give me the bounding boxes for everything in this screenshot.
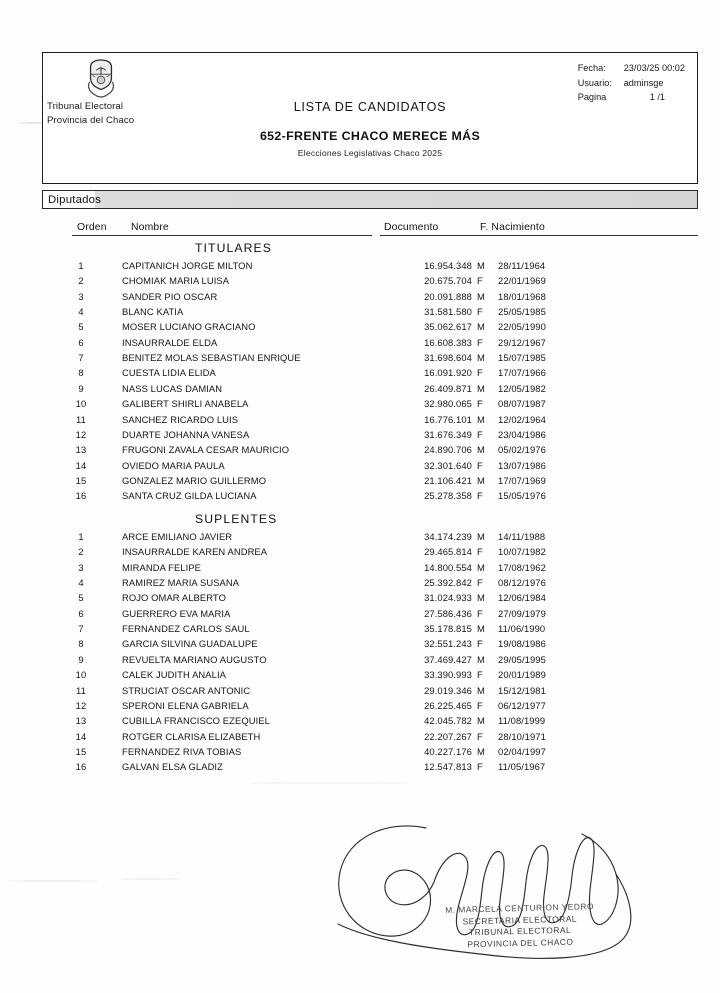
- cell-documento: 16.954.348: [424, 260, 472, 271]
- cell-nombre: BLANC KATIA: [122, 306, 184, 318]
- cell-orden: 9: [78, 653, 84, 665]
- cell-nombre: CAPITANICH JORGE MILTON: [122, 260, 253, 271]
- cell-nombre: INSAURRALDE ELDA: [122, 336, 218, 348]
- cell-nombre: FERNANDEZ RIVA TOBIAS: [122, 745, 242, 757]
- cell-documento: 20.091.888: [424, 290, 472, 302]
- cell-orden: 7: [78, 623, 84, 635]
- cell-orden: 14: [75, 730, 87, 742]
- cell-sexo: M: [477, 561, 485, 573]
- table-row: [0, 746, 720, 761]
- column-header-documento: Documento: [384, 222, 439, 233]
- list-name: 652-FRENTE CHACO MERECE MÁS: [259, 129, 481, 143]
- cell-sexo: F: [477, 459, 483, 471]
- cell-orden: 12: [75, 428, 87, 440]
- section-band-label: Diputados: [48, 194, 102, 206]
- cell-documento: 34.174.239: [424, 531, 472, 542]
- cell-fecha-nacimiento: 17/07/1966: [498, 367, 546, 379]
- table-row: [0, 623, 720, 638]
- cell-nombre: GALVAN ELSA GLADIZ: [122, 761, 223, 773]
- cell-fecha-nacimiento: 29/12/1967: [498, 336, 546, 348]
- cell-fecha-nacimiento: 11/08/1999: [498, 715, 546, 727]
- stamp-province: PROVINCIA DEL CHACO: [467, 936, 574, 950]
- scan-artifact: [250, 782, 410, 784]
- cell-documento: 29.465.814: [424, 546, 472, 558]
- argentina-coat-of-arms-icon: [82, 57, 120, 101]
- cell-documento: 20.675.704: [424, 275, 472, 287]
- cell-fecha-nacimiento: 10/07/1982: [498, 546, 546, 558]
- cell-orden: 13: [75, 444, 87, 456]
- cell-nombre: GALIBERT SHIRLI ANABELA: [122, 398, 249, 410]
- cell-sexo: F: [477, 336, 483, 348]
- cell-orden: 14: [75, 459, 87, 471]
- cell-sexo: F: [477, 577, 483, 589]
- cell-orden: 10: [75, 398, 87, 410]
- table-row: [0, 367, 720, 382]
- cell-documento: 24.890.706: [424, 444, 472, 456]
- table-row: [0, 654, 720, 669]
- cell-documento: 25.392.842: [424, 577, 472, 589]
- pagina-label: Pagina: [577, 92, 607, 102]
- cell-sexo: M: [477, 623, 485, 635]
- cell-nombre: ROTGER CLARISA ELIZABETH: [122, 730, 261, 742]
- table-row: [0, 383, 720, 398]
- table-row: [0, 638, 720, 653]
- table-row: [0, 275, 720, 290]
- meta-row-usuario: [578, 76, 685, 91]
- cell-nombre: ROJO OMAR ALBERTO: [122, 592, 226, 604]
- group-title-suplentes: SUPLENTES: [195, 512, 278, 526]
- stamp-name: M. MARCELA CENTURION YEDRO: [445, 901, 595, 915]
- cell-nombre: SANCHEZ RICARDO LUIS: [122, 413, 239, 425]
- table-row: [0, 490, 720, 505]
- cell-nombre: STRUCIAT OSCAR ANTONIC: [122, 684, 251, 696]
- cell-documento: 29.019.346: [424, 684, 472, 696]
- cell-fecha-nacimiento: 08/12/1976: [498, 577, 546, 589]
- cell-documento: 31.698.604: [424, 352, 472, 364]
- cell-orden: 2: [78, 275, 84, 287]
- cell-documento: 40.227.176: [424, 745, 472, 757]
- table-row: [0, 592, 720, 607]
- cell-sexo: F: [477, 730, 483, 742]
- meta-row-pagina: [578, 90, 685, 105]
- cell-sexo: M: [477, 382, 485, 394]
- cell-nombre: ARCE EMILIANO JAVIER: [122, 531, 233, 542]
- column-header-rule-left: [72, 235, 372, 236]
- table-row: [0, 669, 720, 684]
- cell-orden: 9: [78, 382, 84, 394]
- column-header-fecha-nacimiento: F. Nacimiento: [480, 222, 545, 233]
- header-meta: [578, 61, 685, 105]
- cell-orden: 12: [75, 699, 87, 711]
- cell-nombre: SPERONI ELENA GABRIELA: [122, 699, 249, 711]
- column-header-nombre: Nombre: [131, 222, 169, 233]
- cell-documento: 37.469.427: [424, 653, 472, 665]
- cell-nombre: RAMIREZ MARIA SUSANA: [122, 577, 240, 589]
- cell-orden: 6: [78, 607, 84, 619]
- cell-fecha-nacimiento: 02/04/1997: [498, 745, 546, 757]
- cell-sexo: F: [477, 367, 483, 379]
- cell-fecha-nacimiento: 08/07/1987: [498, 398, 546, 410]
- cell-nombre: INSAURRALDE KAREN ANDREA: [122, 546, 268, 558]
- cell-sexo: F: [477, 306, 483, 318]
- cell-sexo: M: [477, 474, 485, 486]
- cell-sexo: F: [477, 398, 483, 410]
- cell-documento: 31.581.580: [424, 306, 472, 318]
- table-row: [0, 414, 720, 429]
- cell-orden: 4: [78, 306, 84, 318]
- cell-documento: 25.278.358: [424, 490, 472, 502]
- cell-documento: 26.409.871: [424, 382, 472, 394]
- cell-fecha-nacimiento: 11/06/1990: [498, 623, 546, 635]
- cell-documento: 42.045.782: [424, 715, 472, 727]
- table-row: [0, 460, 720, 475]
- cell-orden: 16: [75, 761, 87, 773]
- cell-orden: 13: [75, 715, 87, 727]
- cell-sexo: F: [477, 428, 483, 440]
- table-row: [0, 260, 720, 275]
- cell-fecha-nacimiento: 27/09/1979: [498, 607, 546, 619]
- cell-documento: 35.178.815: [424, 623, 472, 635]
- cell-orden: 5: [78, 321, 84, 333]
- usuario-value: adminsge: [623, 77, 664, 88]
- table-row: [0, 531, 720, 546]
- cell-orden: 6: [78, 336, 84, 348]
- official-stamp: [429, 901, 610, 952]
- table-row: [0, 715, 720, 730]
- scan-artifact: [8, 880, 98, 882]
- cell-sexo: M: [477, 684, 485, 696]
- cell-sexo: F: [477, 638, 483, 650]
- cell-sexo: M: [477, 321, 485, 333]
- cell-fecha-nacimiento: 19/08/1986: [498, 638, 546, 650]
- cell-nombre: FERNANDEZ CARLOS SAUL: [122, 623, 250, 635]
- cell-nombre: CHOMIAK MARIA LUISA: [122, 275, 230, 287]
- table-row: [0, 546, 720, 561]
- cell-orden: 15: [75, 745, 87, 757]
- cell-sexo: M: [477, 715, 485, 727]
- section-band-diputados: [42, 190, 698, 209]
- document-header: [42, 52, 698, 184]
- stamp-role: SECRETARIA ELECTORAL: [462, 913, 578, 926]
- cell-orden: 3: [78, 290, 84, 302]
- cell-orden: 3: [78, 561, 84, 573]
- table-row: [0, 291, 720, 306]
- cell-documento: 33.390.993: [424, 669, 472, 681]
- document-title: LISTA DE CANDIDATOS: [293, 100, 447, 114]
- cell-fecha-nacimiento: 18/01/1968: [498, 290, 546, 302]
- cell-fecha-nacimiento: 13/07/1986: [498, 459, 546, 471]
- cell-orden: 7: [78, 352, 84, 364]
- cell-fecha-nacimiento: 11/05/1967: [498, 761, 546, 773]
- cell-sexo: M: [477, 290, 485, 302]
- cell-orden: 2: [78, 546, 84, 558]
- table-row: [0, 562, 720, 577]
- cell-sexo: F: [477, 275, 483, 287]
- cell-documento: 16.091.920: [424, 367, 472, 379]
- cell-fecha-nacimiento: 05/02/1976: [498, 444, 546, 456]
- cell-nombre: GARCIA SILVINA GUADALUPE: [122, 638, 258, 650]
- cell-documento: 35.062.617: [424, 321, 472, 333]
- cell-documento: 32.980.065: [424, 398, 472, 410]
- cell-fecha-nacimiento: 06/12/1977: [498, 699, 546, 711]
- meta-row-fecha: [578, 61, 685, 76]
- cell-orden: 11: [76, 684, 86, 696]
- group-title-titulares: TITULARES: [195, 241, 272, 255]
- cell-sexo: M: [477, 745, 485, 757]
- cell-sexo: F: [477, 699, 483, 711]
- cell-documento: 32.301.640: [424, 459, 472, 471]
- cell-fecha-nacimiento: 25/05/1985: [498, 306, 546, 318]
- cell-sexo: F: [477, 761, 483, 773]
- cell-documento: 21.106.421: [424, 474, 472, 486]
- table-row: [0, 444, 720, 459]
- cell-sexo: F: [477, 490, 483, 502]
- stamp-institution: TRIBUNAL ELECTORAL: [468, 924, 572, 938]
- table-row: [0, 577, 720, 592]
- scan-artifact: [120, 878, 180, 880]
- cell-orden: 15: [75, 474, 87, 486]
- cell-nombre: CUBILLA FRANCISCO EZEQUIEL: [122, 715, 270, 727]
- cell-fecha-nacimiento: 28/11/1964: [498, 260, 546, 271]
- cell-fecha-nacimiento: 12/05/1982: [498, 382, 546, 394]
- cell-documento: 14.800.554: [424, 561, 472, 573]
- fecha-value: 23/03/25 00:02: [623, 63, 685, 73]
- cell-orden: 10: [75, 669, 87, 681]
- table-row: [0, 608, 720, 623]
- cell-nombre: BENITEZ MOLAS SEBASTIAN ENRIQUE: [122, 352, 301, 364]
- cell-fecha-nacimiento: 22/05/1990: [498, 321, 546, 333]
- cell-nombre: OVIEDO MARIA PAULA: [122, 459, 225, 471]
- table-row: [0, 398, 720, 413]
- column-header-orden: Orden: [77, 222, 107, 233]
- cell-documento: 26.225.465: [424, 699, 472, 711]
- cell-fecha-nacimiento: 17/08/1962: [498, 561, 546, 573]
- cell-sexo: M: [477, 352, 485, 364]
- fecha-label: Fecha:: [577, 63, 606, 73]
- cell-fecha-nacimiento: 15/12/1981: [498, 684, 546, 696]
- cell-sexo: F: [477, 607, 483, 619]
- cell-nombre: MIRANDA FELIPE: [122, 561, 202, 573]
- cell-documento: 16.776.101: [424, 413, 472, 425]
- cell-nombre: NASS LUCAS DAMIAN: [122, 382, 223, 394]
- cell-orden: 16: [75, 490, 87, 502]
- pagina-value: 1 /1: [649, 92, 666, 102]
- cell-fecha-nacimiento: 23/04/1986: [498, 428, 546, 440]
- cell-sexo: F: [477, 546, 483, 558]
- cell-orden: 5: [78, 592, 84, 604]
- cell-nombre: GUERRERO EVA MARIA: [122, 607, 231, 619]
- cell-orden: 1: [78, 260, 84, 271]
- cell-documento: 31.676.349: [424, 428, 472, 440]
- cell-orden: 8: [78, 638, 84, 650]
- cell-fecha-nacimiento: 29/05/1995: [498, 653, 546, 665]
- column-header-rule-right: [380, 235, 698, 236]
- cell-orden: 8: [78, 367, 84, 379]
- table-row: [0, 429, 720, 444]
- cell-sexo: M: [477, 653, 485, 665]
- cell-nombre: FRUGONI ZAVALA CESAR MAURICIO: [122, 444, 290, 456]
- cell-sexo: M: [477, 413, 485, 425]
- table-row: [0, 731, 720, 746]
- table-row: [0, 700, 720, 715]
- cell-sexo: M: [477, 444, 485, 456]
- election-name: Elecciones Legislativas Chaco 2025: [297, 148, 443, 158]
- cell-fecha-nacimiento: 15/05/1976: [498, 490, 546, 502]
- table-row: [0, 306, 720, 321]
- cell-sexo: M: [477, 531, 485, 542]
- cell-fecha-nacimiento: 14/11/1988: [498, 531, 546, 542]
- cell-nombre: CUESTA LIDIA ELIDA: [122, 367, 216, 379]
- cell-fecha-nacimiento: 12/02/1964: [498, 413, 546, 425]
- cell-orden: 11: [76, 413, 86, 425]
- cell-sexo: F: [477, 669, 483, 681]
- cell-nombre: GONZALEZ MARIO GUILLERMO: [122, 474, 267, 486]
- table-row: [0, 321, 720, 336]
- table-row: [0, 475, 720, 490]
- cell-nombre: DUARTE JOHANNA VANESA: [122, 428, 250, 440]
- cell-nombre: MOSER LUCIANO GRACIANO: [122, 321, 256, 333]
- cell-documento: 31.024.933: [424, 592, 472, 604]
- cell-orden: 4: [78, 577, 84, 589]
- cell-fecha-nacimiento: 22/01/1969: [498, 275, 546, 287]
- cell-sexo: M: [477, 592, 485, 604]
- cell-documento: 22.207.267: [424, 730, 472, 742]
- cell-nombre: CALEK JUDITH ANALIA: [122, 669, 227, 681]
- table-row: [0, 352, 720, 367]
- cell-documento: 27.586.436: [424, 607, 472, 619]
- cell-orden: 1: [78, 531, 84, 542]
- cell-nombre: SANTA CRUZ GILDA LUCIANA: [122, 490, 257, 502]
- cell-documento: 16.608.383: [424, 336, 472, 348]
- cell-sexo: M: [477, 260, 485, 271]
- cell-fecha-nacimiento: 12/06/1984: [498, 592, 546, 604]
- cell-fecha-nacimiento: 20/01/1989: [498, 669, 546, 681]
- table-row: [0, 761, 720, 776]
- organization-name: Tribunal Electoral: [47, 101, 124, 112]
- cell-fecha-nacimiento: 28/10/1971: [498, 730, 546, 742]
- cell-documento: 32.551.243: [424, 638, 472, 650]
- cell-nombre: SANDER PIO OSCAR: [122, 290, 218, 302]
- cell-fecha-nacimiento: 15/07/1985: [498, 352, 546, 364]
- cell-nombre: REVUELTA MARIANO AUGUSTO: [122, 653, 267, 665]
- organization-province: Provincia del Chaco: [47, 115, 135, 126]
- cell-fecha-nacimiento: 17/07/1969: [498, 474, 546, 486]
- usuario-label: Usuario:: [577, 77, 612, 88]
- table-row: [0, 337, 720, 352]
- cell-documento: 12.547.813: [424, 761, 472, 773]
- table-row: [0, 685, 720, 700]
